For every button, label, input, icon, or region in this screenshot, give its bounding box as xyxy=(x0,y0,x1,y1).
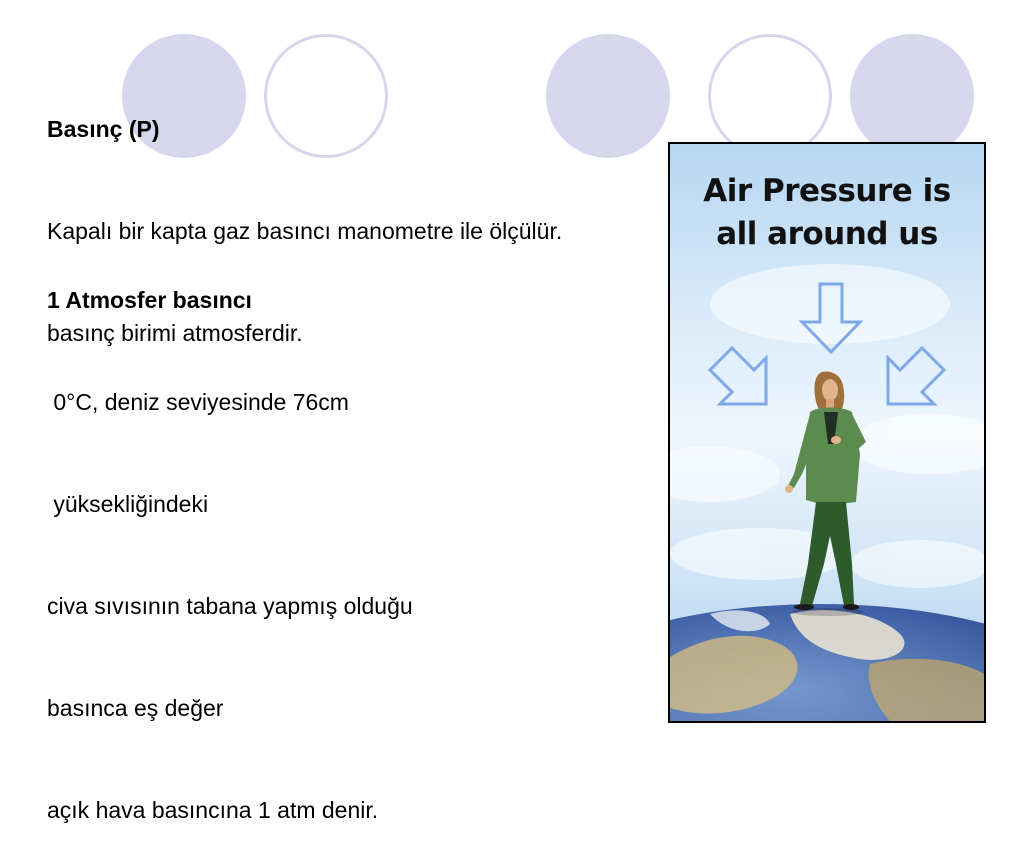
poster-title-line-2: all around us xyxy=(716,216,938,252)
atm-definition-block xyxy=(47,215,413,861)
earth-globe xyxy=(670,604,984,721)
decor-circle-3 xyxy=(546,34,670,158)
intro-line: Kapalı bir kapta gaz basıncı manometre ile ölçülür. xyxy=(47,218,563,244)
arrow-down-left-icon xyxy=(888,348,944,404)
woman-figure xyxy=(785,371,866,616)
atm-line: 0°C, deniz seviyesinde 76cm xyxy=(47,389,349,415)
atm-line: açık hava basıncına 1 atm denir. xyxy=(47,797,379,823)
intro-line: basınç birimi atmosferdir. xyxy=(47,320,303,346)
arrow-down-right-icon xyxy=(710,348,766,404)
atm-heading: 1 Atmosfer basıncı xyxy=(47,287,252,313)
decor-circle-5 xyxy=(850,34,974,158)
decor-circle-4 xyxy=(708,34,832,158)
atm-line: civa sıvısının tabana yapmış olduğu xyxy=(47,593,413,619)
atm-line: basınca eş değer xyxy=(47,695,224,721)
atm-line: yüksekliğindeki xyxy=(47,491,209,517)
air-pressure-poster xyxy=(668,142,986,723)
slide-title: Basınç (P) xyxy=(47,116,160,142)
poster-title-line-1: Air Pressure is xyxy=(703,173,951,209)
